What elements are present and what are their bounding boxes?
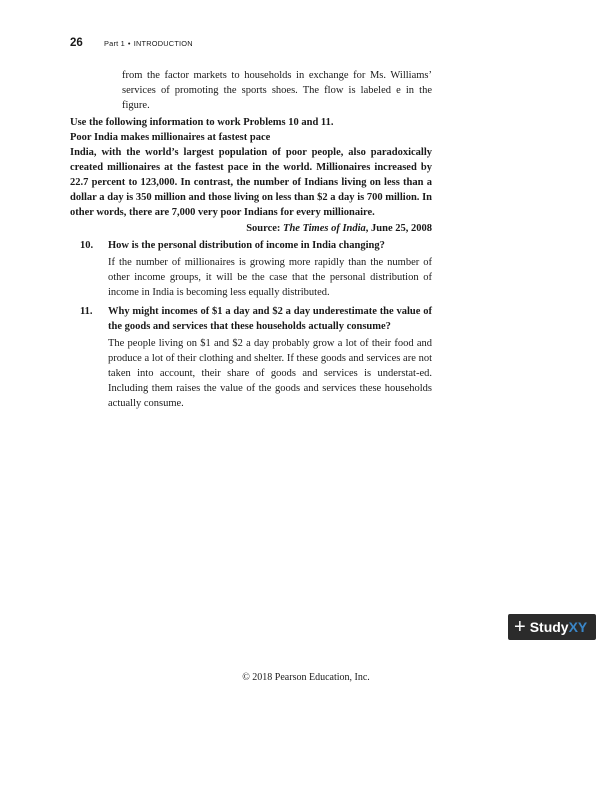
question-11 [70, 304, 432, 334]
article-source [70, 221, 432, 236]
question-text: Why might incomes of $1 a day and $2 a day underestimate the value of the goods and services that these households actually consume? [108, 306, 432, 332]
part-label [104, 39, 193, 48]
intro-paragraph: from the factor markets to households in exchange for Ms. Williams’ services of promoting the sports shoes. The flow is labeled e in the figure. [122, 70, 432, 111]
answer-10: If the number of millionaires is growing more rapidly than the number of other income groups, it will be the case that the personal distribution of income in India is becoming less equally distributed. [108, 257, 432, 298]
source-date: , June 25, 2008 [365, 223, 432, 234]
copyright-notice: © 2018 Pearson Education, Inc. [242, 672, 370, 683]
question-text: How is the personal distribution of income in India changing? [108, 240, 385, 251]
article-headline: Poor India makes millionaires at fastest pace [70, 132, 271, 143]
watermark-text-study: Study [529, 619, 569, 635]
article-text: India, with the world’s largest population of poor people, also paradoxically created millionaires at the fastest pace in the world. Millionaires increased by 22.7 percent to 123,000. In contrast, the number of Indians living on less than a dollar a day is 350 million and those living on less than $2 a day is 700 million. In other words, there are 7,000 very poor Indians for every millionaire. [70, 147, 432, 218]
answer-11: The people living on $1 and $2 a day probably grow a lot of their food and produce a lot of their clothing and shelter. If these goods and services are not taken into account, their share of goods and services is understat-ed. Including them raises the value of the goods and services these households actually consume. [108, 338, 432, 409]
source-publication: The Times of India [283, 223, 366, 234]
plus-icon: + [514, 616, 526, 638]
question-number: 10. [80, 240, 94, 251]
question-number: 11. [80, 306, 93, 317]
section-name: INTRODUCTION [133, 39, 193, 48]
page-body [70, 68, 432, 415]
header-separator: • [127, 39, 131, 48]
watermark-text-xy: XY [568, 619, 588, 635]
running-header [70, 37, 193, 49]
page-number: 26 [70, 37, 83, 49]
part-name: Part 1 [104, 39, 125, 48]
use-info-line: Use the following information to work Problems 10 and 11. [70, 117, 334, 128]
source-label: Source: [246, 223, 281, 234]
question-10 [70, 238, 432, 253]
studyxy-watermark [508, 614, 596, 640]
